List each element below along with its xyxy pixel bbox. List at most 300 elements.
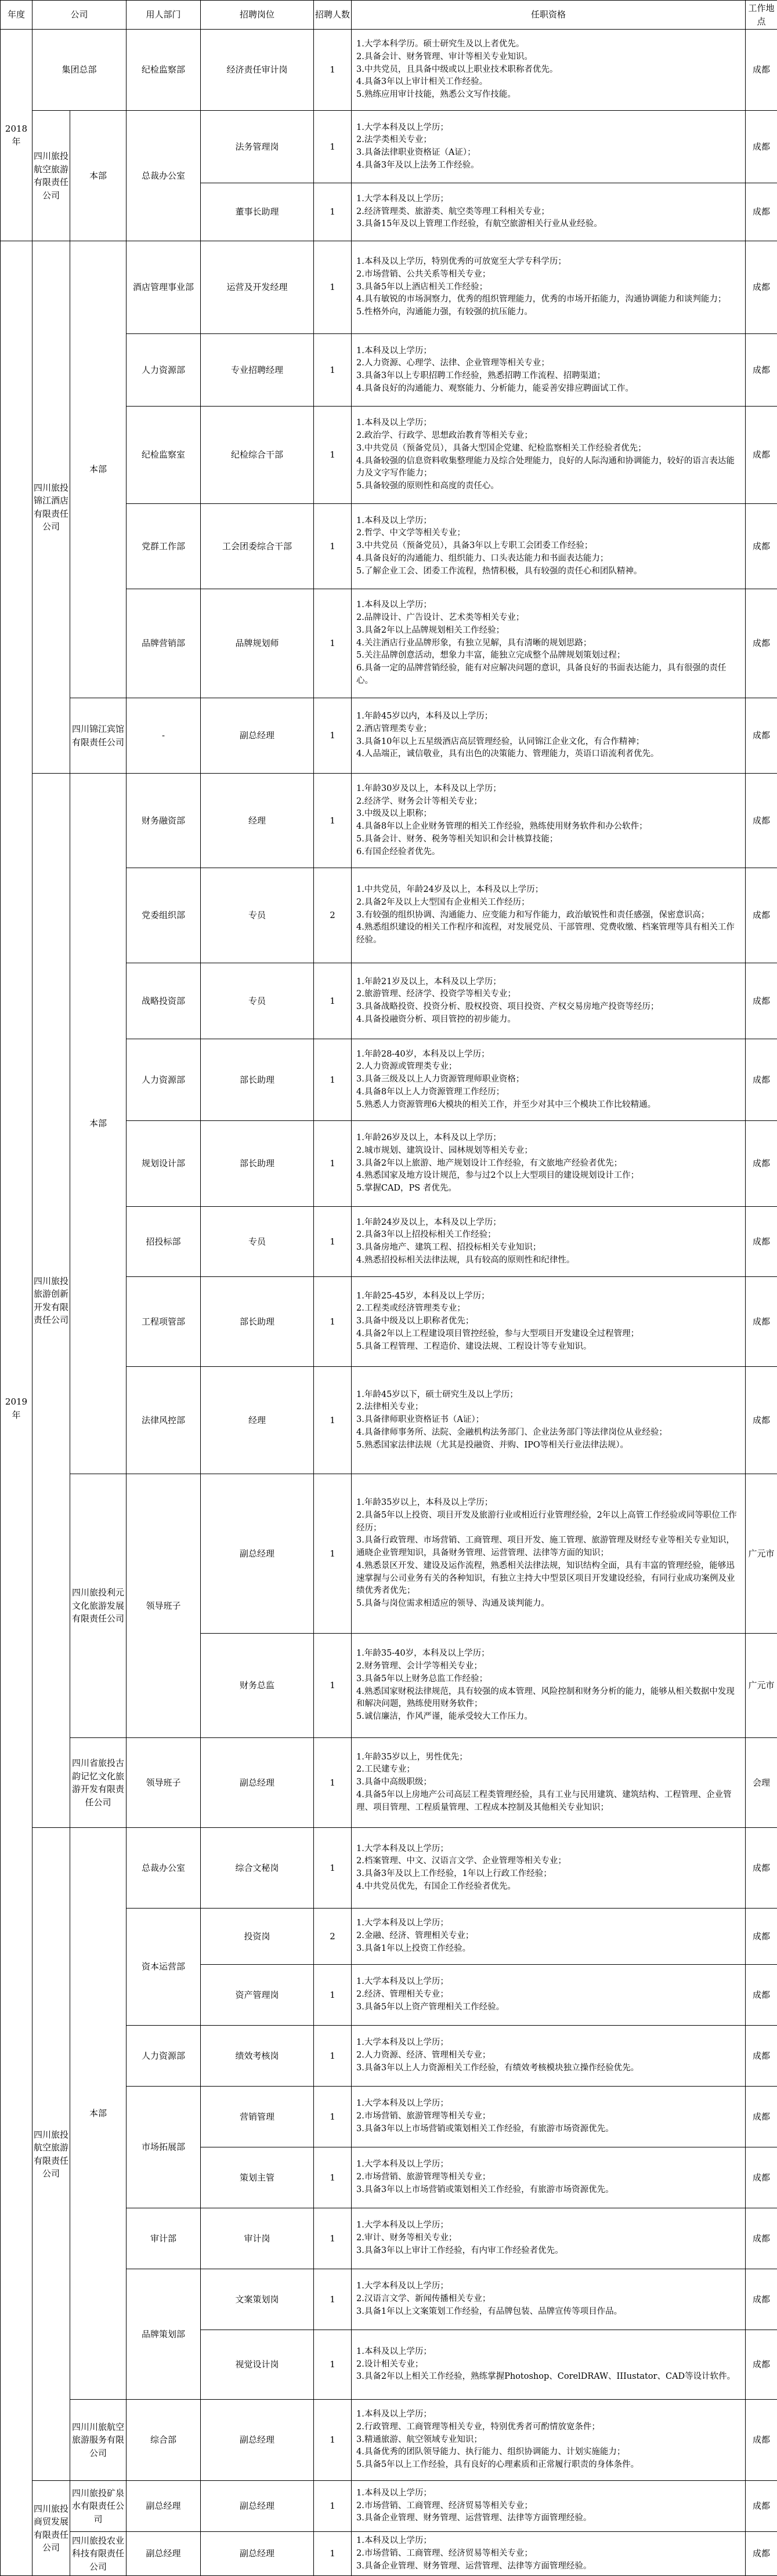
qualifications-cell (352, 2481, 746, 2532)
header-row (1, 1, 777, 30)
location-cell: 成都 (746, 774, 777, 868)
qualification-item: 3.具备5年以上财务总监工作经验； (356, 1673, 740, 1686)
location-cell: 成都 (746, 2147, 777, 2208)
qualification-item: 1.大学本科及以上学历； (356, 1976, 740, 1989)
qualification-item: 3.具备2年以上相关工作经验，熟练掌握Photoshop、CorelDRAW、IIIustator、CAD等设计软件。 (356, 2371, 740, 2383)
headcount-cell: 1 (314, 2481, 352, 2532)
qualification-item: 4.熟悉组织建设的相关工作程序和流程，对发展党员、干部管理、党费收缴、档案管理等具有相关工作经验。 (356, 921, 740, 947)
department-cell: 总裁办公室 (127, 111, 201, 241)
department-cell: 工程项管部 (127, 1277, 201, 1367)
table-row (1, 2400, 777, 2481)
qualification-item: 1.大学本科及以上学历； (356, 1917, 740, 1930)
column-header-headcount: 招聘人数 (314, 1, 352, 30)
table-row (1, 1828, 777, 1909)
location-cell: 成都 (746, 2400, 777, 2481)
qualifications-cell (352, 1965, 746, 2026)
qualifications-cell (352, 698, 746, 774)
table-row (1, 698, 777, 774)
position-cell: 副总经理 (201, 2400, 314, 2481)
position-cell: 文案策划岗 (201, 2269, 314, 2330)
position-cell: 经理 (201, 1367, 314, 1474)
qualification-item: 5.具备较强的原则性和高度的责任心。 (356, 480, 740, 493)
qualification-item: 5.具备会计、财务、税务等相关知识和会计核算技能； (356, 833, 740, 846)
qualifications-cell (352, 1121, 746, 1207)
qualifications-cell (352, 1277, 746, 1367)
location-cell: 成都 (746, 241, 777, 334)
headcount-cell: 1 (314, 1039, 352, 1121)
headcount-cell: 1 (314, 2330, 352, 2400)
qualification-item: 1.年龄21岁及以上，本科及以上学历； (356, 976, 740, 989)
table-header (1, 1, 777, 30)
qualification-item: 4.关注酒店行业品牌形象，有独立见解，具有清晰的规划思路； (356, 637, 740, 650)
company-cell: 集团总部 (32, 30, 127, 111)
qualification-item: 1.本科及以上学历； (356, 345, 740, 358)
location-cell: 成都 (746, 1207, 777, 1277)
department-cell: 领导班子 (127, 1474, 201, 1738)
department-cell: 战略投资部 (127, 963, 201, 1039)
department-cell: 党群工作部 (127, 504, 201, 589)
qualifications-cell (352, 868, 746, 963)
subcompany-cell: 四川川旅航空旅游服务有限公司 (70, 2400, 127, 2481)
headcount-cell: 1 (314, 1634, 352, 1738)
table-row (1, 111, 777, 183)
qualification-item: 4.具备投融资分析、项目管控的初步能力。 (356, 1014, 740, 1026)
position-cell: 绩效考核岗 (201, 2026, 314, 2087)
qualification-item: 1.本科及以上学历； (356, 599, 740, 612)
qualification-item: 3.具备3年以上人力资源相关工作经验，有绩效考核模块独立操作经验优先。 (356, 2062, 740, 2075)
qualification-item: 2.行政管理、工商管理等相关专业，特别优秀者可酌情放宽条件； (356, 2421, 740, 2434)
qualification-item: 1.年龄24岁及以上，本科及以上学历； (356, 1217, 740, 1229)
qualification-item: 1.年龄35岁以上，男性优先； (356, 1751, 740, 1764)
qualification-item: 4.熟悉招投标相关法律法规，具有较高的原则性和纪律性。 (356, 1254, 740, 1267)
qualifications-cell (352, 30, 746, 111)
headcount-cell: 1 (314, 30, 352, 111)
qualification-item: 1.本科及以上学历； (356, 2487, 740, 2500)
position-cell: 投资岗 (201, 1909, 314, 1965)
position-cell: 纪检综合干部 (201, 407, 314, 504)
qualification-item: 4.具备3年以上审计相关工作经验。 (356, 76, 740, 89)
qualification-item: 2.城市规划、建筑设计、园林规划等相关专业； (356, 1145, 740, 1158)
headcount-cell: 1 (314, 963, 352, 1039)
qualification-item: 1.年龄35-40岁，本科及以上学历； (356, 1648, 740, 1660)
qualification-item: 1.年龄45岁以下，硕士研究生及以上学历； (356, 1389, 740, 1402)
department-cell: - (127, 698, 201, 774)
qualification-item: 5.诚信廉洁，作风严谨，能承受较大工作压力。 (356, 1711, 740, 1724)
department-cell: 人力资源部 (127, 1039, 201, 1121)
qualifications-cell (352, 334, 746, 407)
column-header-qualifications: 任职资格 (352, 1, 746, 30)
qualification-item: 4.具备5年以上房地产公司高层工程类管理经验，具有工业与民用建筑、建筑结构、工程管理、企业管理、项目管理、工程质量管理、工程成本控制及其他相关专业知识； (356, 1789, 740, 1815)
subcompany-cell: 本部 (70, 241, 127, 698)
position-cell: 审计岗 (201, 2208, 314, 2269)
qualification-item: 3.具备中级及以上职称者优先； (356, 1315, 740, 1328)
qualification-item: 2.市场营销、旅游管理等相关专业； (356, 2110, 740, 2123)
column-header-year: 年度 (1, 1, 32, 30)
qualification-item: 2.具备会计、财务管理、审计等相关专业知识。 (356, 51, 740, 64)
position-cell: 专业招聘经理 (201, 334, 314, 407)
qualification-item: 2.市场营销、工商管理、经济贸易等相关专业； (356, 2548, 740, 2560)
location-cell: 成都 (746, 2208, 777, 2269)
subcompany-cell: 本部 (70, 774, 127, 1474)
headcount-cell: 1 (314, 1828, 352, 1909)
qualification-item: 4.人品端正，诚信敬业，具有出色的决策能力、管理能力，英语口语流利者优先。 (356, 748, 740, 761)
headcount-cell: 1 (314, 2269, 352, 2330)
subcompany-cell: 四川旅投矿泉水有限责任公司 (70, 2481, 127, 2532)
location-cell: 成都 (746, 111, 777, 183)
headcount-cell: 1 (314, 1474, 352, 1634)
headcount-cell: 1 (314, 1965, 352, 2026)
qualification-item: 2.具备2年及以上大型国有企业相关工作经历； (356, 897, 740, 909)
qualification-item: 1.本科及以上学历； (356, 2346, 740, 2359)
location-cell: 成都 (746, 2481, 777, 2532)
qualification-item: 2.工民建专业； (356, 1764, 740, 1776)
department-cell: 法律风控部 (127, 1367, 201, 1474)
department-cell: 综合部 (127, 2400, 201, 2481)
qualification-item: 3.具备法律职业资格证（A证）； (356, 147, 740, 159)
column-header-location: 工作地点 (746, 1, 777, 30)
qualification-item: 5.具备工程管理、工程造价、建设法规、工程设计等专业知识。 (356, 1341, 740, 1354)
location-cell: 成都 (746, 2026, 777, 2087)
headcount-cell: 1 (314, 698, 352, 774)
headcount-cell: 1 (314, 241, 352, 334)
qualification-item: 1.大学本科及以上学历； (356, 1843, 740, 1856)
location-cell: 成都 (746, 2532, 777, 2576)
location-cell: 成都 (746, 2087, 777, 2147)
position-cell: 副总经理 (201, 2532, 314, 2576)
qualification-item: 6.有国企经验者优先。 (356, 846, 740, 859)
department-cell: 总裁办公室 (127, 1828, 201, 1909)
position-cell: 视觉设计岗 (201, 2330, 314, 2400)
qualifications-cell (352, 111, 746, 183)
location-cell: 成都 (746, 334, 777, 407)
qualifications-cell (352, 1474, 746, 1634)
qualification-item: 2.法学类相关专业； (356, 134, 740, 147)
headcount-cell: 1 (314, 1121, 352, 1207)
subcompany-cell: 本部 (70, 1828, 127, 2400)
location-cell: 成都 (746, 183, 777, 241)
position-cell: 专员 (201, 868, 314, 963)
qualification-item: 4.熟悉国家财税法律规范，具有较强的成本管理、风险控制和财务分析的能力，能够从相关数据中发现和解决问题，熟练使用财务软件； (356, 1686, 740, 1711)
qualification-item: 3.有较强的组织协调、沟通能力、应变能力和写作能力，政治敏锐性和责任感强，保密意识高； (356, 909, 740, 922)
qualification-item: 2.人力资源或管理类专业； (356, 1061, 740, 1073)
qualifications-cell (352, 1828, 746, 1909)
department-cell: 酒店管理事业部 (127, 241, 201, 334)
qualification-item: 1.大学本科及以上学历； (356, 2280, 740, 2293)
qualification-item: 2.设计相关专业； (356, 2359, 740, 2371)
qualification-item: 5.关注品牌创意活动，想象力丰富，能独立完成整个品牌规划策划过程； (356, 650, 740, 662)
qualification-item: 4.熟悉景区开发、建设及运作流程，熟悉相关法律法规，知识结构全面，具有丰富的管理经验，能够迅速掌握与公司业务有关的各种知识，有独立主持大中型景区项目开发建设经验，有同行业成功案例及业绩优秀者优先； (356, 1560, 740, 1598)
qualification-item: 2.市场营销、公共关系等相关专业； (356, 269, 740, 281)
headcount-cell: 1 (314, 2147, 352, 2208)
qualifications-cell (352, 774, 746, 868)
qualifications-cell (352, 241, 746, 334)
qualification-item: 1.大学本科及以上学历； (356, 2037, 740, 2049)
qualification-item: 2.经济管理类、旅游类、航空类等理工科相关专业； (356, 206, 740, 219)
location-cell: 成都 (746, 589, 777, 698)
recruitment-table-body (1, 30, 777, 2576)
department-cell: 党委组织部 (127, 868, 201, 963)
qualification-item: 3.具备律师职业资格证书（A证）； (356, 1414, 740, 1427)
qualification-item: 2.市场营销、旅游管理等相关专业； (356, 2171, 740, 2184)
location-cell: 成都 (746, 698, 777, 774)
qualification-item: 1.大学本科及以上学历； (356, 122, 740, 135)
qualification-item: 2.人力资源、心理学、法律、企业管理等相关专业； (356, 357, 740, 370)
department-cell: 领导班子 (127, 1738, 201, 1828)
qualification-item: 5.了解企业工会、团委工作流程，热情积极，具有较强的责任心和团队精神。 (356, 565, 740, 578)
qualification-item: 4.具备3年及以上法务工作经验。 (356, 159, 740, 172)
qualification-item: 3.具备1年以上文案策划工作经验，有品牌包装、品牌宣传等项目作品。 (356, 2306, 740, 2319)
department-cell: 财务融资部 (127, 774, 201, 868)
location-cell: 成都 (746, 1039, 777, 1121)
company-cell: 四川旅投商贸发展有限责任公司 (32, 2481, 70, 2576)
location-cell: 成都 (746, 963, 777, 1039)
qualification-item: 1.年龄28-40岁，本科及以上学历； (356, 1048, 740, 1061)
position-cell: 经理 (201, 774, 314, 868)
position-cell: 专员 (201, 963, 314, 1039)
qualification-item: 4.具备较强的信息资料收集整理能力及综合处理能力，良好的人际沟通和协调能力，较好的语言表达能力及文字写作能力； (356, 455, 740, 481)
location-cell: 成都 (746, 1121, 777, 1207)
qualifications-cell (352, 2208, 746, 2269)
column-header-position: 招聘岗位 (201, 1, 314, 30)
qualification-item: 3.具备5年以上资产管理相关工作经验。 (356, 2001, 740, 2014)
qualification-item: 4.具备良好的沟通能力、组织能力、口头表达能力和书面表达能力； (356, 553, 740, 565)
headcount-cell: 1 (314, 2208, 352, 2269)
qualifications-cell (352, 1738, 746, 1828)
qualification-item: 1.本科及以上学历； (356, 417, 740, 430)
department-cell: 审计部 (127, 2208, 201, 2269)
qualification-item: 1.大学本科及以上学历； (356, 2158, 740, 2171)
location-cell: 成都 (746, 1367, 777, 1474)
department-cell: 资本运营部 (127, 1909, 201, 2026)
qualification-item: 1.年龄30岁及以上，本科及以上学历； (356, 783, 740, 796)
location-cell: 成都 (746, 1965, 777, 2026)
position-cell: 综合文秘岗 (201, 1828, 314, 1909)
qualifications-cell (352, 2400, 746, 2481)
position-cell: 策划主管 (201, 2147, 314, 2208)
department-cell: 人力资源部 (127, 334, 201, 407)
qualifications-cell (352, 2330, 746, 2400)
headcount-cell: 1 (314, 1367, 352, 1474)
qualification-item: 3.具备3年及以上工作经验，1年以上行政工作经验； (356, 1868, 740, 1881)
qualification-item: 1.大学本科及以上学历； (356, 2098, 740, 2110)
qualifications-cell (352, 2269, 746, 2330)
qualifications-cell (352, 1039, 746, 1121)
qualification-item: 3.具备5年以上酒店相关工作经验； (356, 281, 740, 294)
position-cell: 运营及开发经理 (201, 241, 314, 334)
qualification-item: 3.精通旅游、航空领域专业知识； (356, 2434, 740, 2447)
qualifications-cell (352, 1909, 746, 1965)
qualifications-cell (352, 2147, 746, 2208)
qualification-item: 3.具备3年以上审计工作经验，有内审工作经验者优先。 (356, 2245, 740, 2258)
qualification-item: 1.中共党员，年龄24岁及以上，本科及以上学历； (356, 884, 740, 897)
year-cell: 2018年 (1, 30, 32, 241)
qualification-item: 1.年龄35岁以上，本科及以上学历； (356, 1497, 740, 1510)
qualification-item: 4.中共党员优先，有国企工作经验者优先。 (356, 1881, 740, 1893)
qualifications-cell (352, 2026, 746, 2087)
qualification-item: 2.汉语言文学、新闻传播相关专业； (356, 2293, 740, 2306)
department-cell: 副总经理 (127, 2481, 201, 2532)
location-cell: 成都 (746, 1277, 777, 1367)
department-cell: 纪检监察部 (127, 30, 201, 111)
qualification-item: 2.政治学、行政学、思想政治教育等相关专业； (356, 430, 740, 442)
qualification-item: 3.中共党员（预备党员），具备3年以上专职工会团委工作经验； (356, 540, 740, 553)
qualification-item: 2.财务管理、会计学等相关专业； (356, 1660, 740, 1673)
qualification-item: 3.具备3年以上市场营销或策划相关工作经验，有旅游市场资源优先。 (356, 2123, 740, 2136)
qualification-item: 4.具备优秀的团队领导能力、执行能力、组织协调能力、计划实施能力； (356, 2446, 740, 2459)
position-cell: 财务总监 (201, 1634, 314, 1738)
qualification-item: 3.中共党员（预备党员），具备大型国企党建、纪检监察相关工作经验者优先； (356, 442, 740, 455)
location-cell: 成都 (746, 1828, 777, 1909)
qualification-item: 3.具备2年以上旅游、地产规划设计工作经验，有文旅地产经验者优先； (356, 1158, 740, 1170)
qualification-item: 1.年龄26岁及以上，本科及以上学历； (356, 1132, 740, 1145)
position-cell: 品牌规划师 (201, 589, 314, 698)
qualification-item: 3.具备战略投资、投资分析、股权投资、项目投资、产权交易房地产投资等经历； (356, 1001, 740, 1014)
qualifications-cell (352, 963, 746, 1039)
headcount-cell: 1 (314, 2026, 352, 2087)
qualification-item: 2.具备3年以上招投标相关工作经验； (356, 1229, 740, 1242)
location-cell: 成都 (746, 30, 777, 111)
qualification-item: 3.具备15年及以上管理工作经验，有航空旅游相关行业从业经验。 (356, 218, 740, 231)
qualification-item: 3.具备企业管理、财务管理、运营管理、法律等方面管理经验。 (356, 2512, 740, 2525)
position-cell: 副总经理 (201, 1738, 314, 1828)
headcount-cell: 1 (314, 1277, 352, 1367)
location-cell: 成都 (746, 2269, 777, 2330)
qualification-item: 2.法律相关专业； (356, 1401, 740, 1414)
headcount-cell: 1 (314, 183, 352, 241)
subcompany-cell: 四川省旅投古韵记忆文化旅游开发有限责任公司 (70, 1738, 127, 1828)
qualification-item: 5.具备与岗位需求相适应的领导、沟通及谈判能力。 (356, 1598, 740, 1610)
qualification-item: 2.市场营销、工商管理、经济贸易等相关专业； (356, 2500, 740, 2513)
position-cell: 部长助理 (201, 1039, 314, 1121)
qualification-item: 3.中共党员，且具备中级或以上职业技术职称者优先。 (356, 64, 740, 77)
location-cell: 成都 (746, 504, 777, 589)
qualifications-cell (352, 1367, 746, 1474)
qualification-item: 1.本科及以上学历； (356, 2535, 740, 2548)
year-cell: 2019年 (1, 241, 32, 2576)
qualification-item: 2.哲学、中文学等相关专业； (356, 527, 740, 540)
headcount-cell: 1 (314, 504, 352, 589)
headcount-cell: 1 (314, 2087, 352, 2147)
table-row (1, 2481, 777, 2532)
qualification-item: 3.具备3年以上专职招聘工作经验，熟悉招聘工作流程、招聘渠道； (356, 370, 740, 383)
qualification-item: 1.大学本科学历。硕士研究生及以上者优先。 (356, 38, 740, 51)
qualification-item: 1.本科及以上学历，特别优秀的可放宽至大学专科学历； (356, 256, 740, 269)
table-row (1, 2532, 777, 2576)
qualification-item: 5.掌握CAD，PS 者优先。 (356, 1182, 740, 1195)
qualification-item: 5.熟悉国家法律法规（尤其是投融资、并购、IPO等相关行业法律法规）。 (356, 1439, 740, 1452)
qualification-item: 5.熟悉人力资源管理6大模块的相关工作，并至少对其中三个模块工作比较精通。 (356, 1099, 740, 1112)
qualification-item: 4.具备良好的沟通能力、观察能力、分析能力，能妥善安排应聘面试工作。 (356, 383, 740, 396)
qualifications-cell (352, 504, 746, 589)
position-cell: 法务管理岗 (201, 111, 314, 183)
qualification-item: 2.经济、管理相关专业； (356, 1989, 740, 2001)
qualifications-cell (352, 1634, 746, 1738)
qualification-item: 2.审计、财务等相关专业； (356, 2232, 740, 2245)
subcompany-cell: 四川旅投利元文化旅游发展有限责任公司 (70, 1474, 127, 1738)
qualification-item: 4.具备2年以上工程建设项目管控经验，参与大型项目开发建设全过程管理； (356, 1328, 740, 1341)
department-cell: 副总经理 (127, 2532, 201, 2576)
qualification-item: 1.本科及以上学历； (356, 2408, 740, 2421)
qualifications-cell (352, 2532, 746, 2576)
company-cell: 四川旅投旅游创新开发有限责任公司 (32, 774, 70, 1828)
qualification-item: 3.具备行政管理、市场营销、工商管理、项目开发、施工管理、旅游管理及财经专业等相关专业知识，通晓企业管理知识，具备财务管理、运营管理、法律等方面的知识； (356, 1534, 740, 1560)
qualification-item: 4.具备律师事务所、法院、金融机构法务部门、企业法务部门等法律岗位从业经验； (356, 1427, 740, 1439)
column-header-department: 用人部门 (127, 1, 201, 30)
department-cell: 品牌策划部 (127, 2269, 201, 2400)
company-cell: 四川旅投航空旅游有限责任公司 (32, 111, 70, 241)
subcompany-cell: 四川锦江宾馆有限责任公司 (70, 698, 127, 774)
department-cell: 市场拓展部 (127, 2087, 201, 2208)
department-cell: 人力资源部 (127, 2026, 201, 2087)
qualification-item: 2.工程类或经济管理类专业； (356, 1302, 740, 1315)
column-header-company: 公司 (32, 1, 127, 30)
qualification-item: 1.年龄25-45岁，本科及以上学历； (356, 1290, 740, 1303)
qualification-item: 4.具有敏锐的市场洞察力，优秀的组织管理能力，优秀的市场开拓能力，沟通协调能力和谈判能力； (356, 293, 740, 306)
qualification-item: 1.大学本科及以上学历； (356, 193, 740, 206)
qualification-item: 5.具备5年以上工作经验，具有良好的心理素质和正常履行职责的身体条件。 (356, 2459, 740, 2472)
position-cell: 部长助理 (201, 1121, 314, 1207)
department-cell: 规划设计部 (127, 1121, 201, 1207)
position-cell: 副总经理 (201, 1474, 314, 1634)
qualification-item: 6.具备一定的品牌营销经验，能有对应解决问题的意识，具备良好的书面表达能力，具有很强的责任心。 (356, 662, 740, 688)
table-row (1, 774, 777, 868)
qualification-item: 4.熟悉国家及地方设计规范，参与过2个以上大型项目的建设规划设计工作； (356, 1170, 740, 1182)
headcount-cell: 1 (314, 2532, 352, 2576)
qualification-item: 3.具备10年以上五星级酒店高层管理经验，认同锦江企业文化，有合作精神； (356, 736, 740, 749)
position-cell: 董事长助理 (201, 183, 314, 241)
location-cell: 会理 (746, 1738, 777, 1828)
qualification-item: 3.具备房地产、建筑工程、招投标相关专业知识； (356, 1242, 740, 1254)
qualification-item: 3.中级及以上职称； (356, 808, 740, 821)
qualification-item: 2.金融、经济、管理相关专业； (356, 1930, 740, 1943)
location-cell: 成都 (746, 1909, 777, 1965)
position-cell: 资产管理岗 (201, 1965, 314, 2026)
qualification-item: 3.具备三级及以上人力资源管理师职业资格； (356, 1073, 740, 1086)
headcount-cell: 2 (314, 868, 352, 963)
subcompany-cell: 本部 (70, 111, 127, 241)
qualifications-cell (352, 1207, 746, 1277)
qualification-item: 3.具备2年以上品牌规划相关工作经验； (356, 625, 740, 637)
qualification-item: 5.性格外向，沟通能力强，有较强的抗压能力。 (356, 306, 740, 319)
headcount-cell: 1 (314, 1738, 352, 1828)
headcount-cell: 1 (314, 774, 352, 868)
location-cell: 广元市 (746, 1634, 777, 1738)
qualification-item: 1.大学本科及以上学历； (356, 2219, 740, 2232)
department-cell: 纪检监察室 (127, 407, 201, 504)
position-cell: 副总经理 (201, 2481, 314, 2532)
company-cell: 四川旅投锦江酒店有限责任公司 (32, 241, 70, 774)
qualifications-cell (352, 589, 746, 698)
qualification-item: 1.年龄45岁以内，本科及以上学历； (356, 710, 740, 723)
table-row (1, 1738, 777, 1828)
qualifications-cell (352, 2087, 746, 2147)
qualification-item: 2.旅游管理、经济学、投资学等相关专业； (356, 988, 740, 1001)
qualification-item: 3.具备1年以上投资工作经验。 (356, 1943, 740, 1955)
headcount-cell: 1 (314, 407, 352, 504)
qualifications-cell (352, 407, 746, 504)
qualification-item: 3.具备企业管理、财务管理、运营管理、法律等方面管理经验。 (356, 2560, 740, 2573)
position-cell: 副总经理 (201, 698, 314, 774)
table-row (1, 1474, 777, 1634)
location-cell: 广元市 (746, 1474, 777, 1634)
qualification-item: 2.档案管理、中文、汉语言文学、企业管理等相关专业； (356, 1855, 740, 1868)
position-cell: 部长助理 (201, 1277, 314, 1367)
qualification-item: 3.具备中高级职级； (356, 1776, 740, 1789)
table-row (1, 241, 777, 334)
headcount-cell: 1 (314, 589, 352, 698)
headcount-cell: 2 (314, 1909, 352, 1965)
qualification-item: 4.具备8年以上企业财务管理的相关工作经验，熟练使用财务软件和办公软件； (356, 821, 740, 833)
